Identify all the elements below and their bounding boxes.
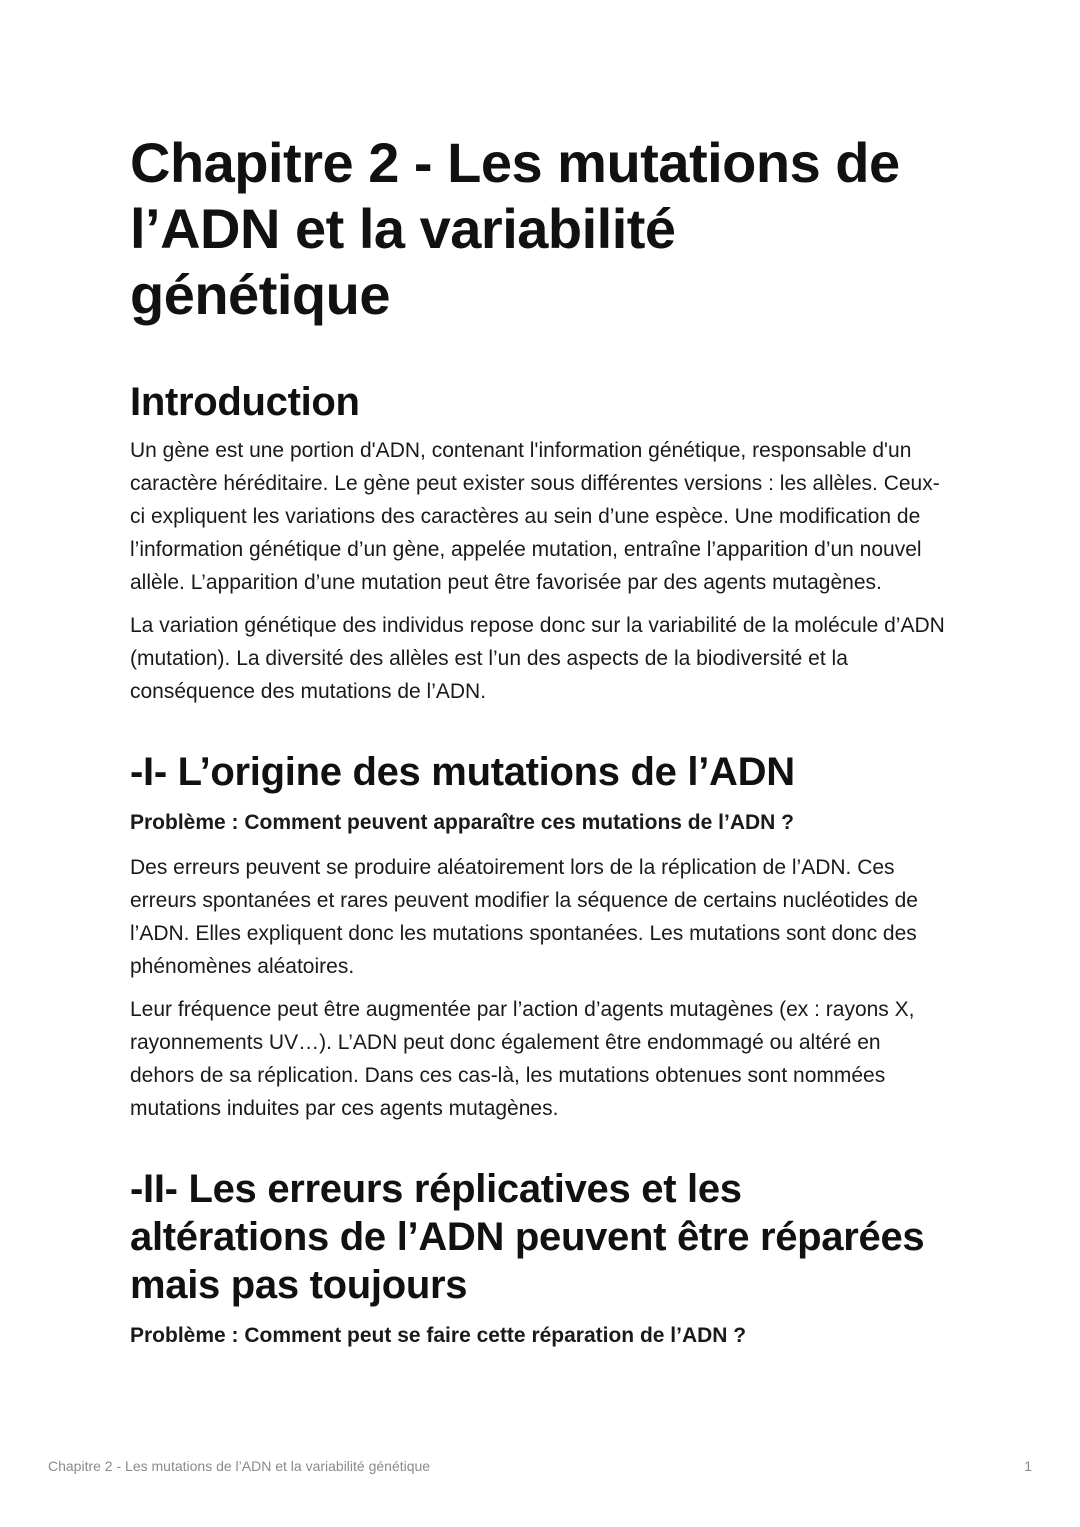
- intro-paragraph: La variation génétique des individus repose donc sur la variabilité de la molécule d’ADN (mutation). La diversité des allèles est l’un des aspects de la biodiversité et la conséquence des mutations de l’ADN.: [130, 614, 945, 703]
- section-2-problem: Problème : Comment peut se faire cette réparation de l’ADN ?: [130, 1324, 747, 1347]
- section-2-heading: -II- Les erreurs réplicatives et les altérations de l’ADN peuvent être réparées mais pas toujours: [130, 1167, 925, 1307]
- page-number: 1: [1024, 1458, 1032, 1474]
- intro-heading: Introduction: [130, 380, 360, 424]
- section-1-heading: -I- L’origine des mutations de l’ADN: [130, 750, 795, 794]
- intro-paragraph: Un gène est une portion d'ADN, contenant l'information génétique, responsable d'un caractère héréditaire. Le gène peut exister sous différentes versions : les allèles. Ceux-ci expliquent les variations des caractères au sein d’une espèce. Une modification de l’information génétique d’un gène, appelée mutation, entraîne l’apparition d’un nouvel allèle. L’apparition d’une mutation peut être favorisée par des agents mutagènes.: [130, 439, 940, 594]
- document-page: [130, 130, 950, 1364]
- section-1-problem: Problème : Comment peuvent apparaître ces mutations de l’ADN ?: [130, 811, 794, 834]
- section-1-paragraph: Des erreurs peuvent se produire aléatoirement lors de la réplication de l’ADN. Ces erreurs spontanées et rares peuvent modifier la séquence de certains nucléotides de l’ADN. Elles expliquent donc les mutations spontanées. Les mutations sont donc des phénomènes aléatoires.: [130, 856, 918, 978]
- section-1-paragraph: Leur fréquence peut être augmentée par l’action d’agents mutagènes (ex : rayons X, rayonnements UV…). L’ADN peut donc également être endommagé ou altéré en dehors de sa réplication. Dans ces cas-là, les mutations obtenues sont nommées mutations induites par ces agents mutagènes.: [130, 998, 915, 1120]
- page-footer: [48, 1458, 1032, 1482]
- page-title: Chapitre 2 - Les mutations de l’ADN et la variabilité génétique: [130, 131, 900, 326]
- footer-title: Chapitre 2 - Les mutations de l’ADN et la variabilité génétique: [48, 1458, 431, 1474]
